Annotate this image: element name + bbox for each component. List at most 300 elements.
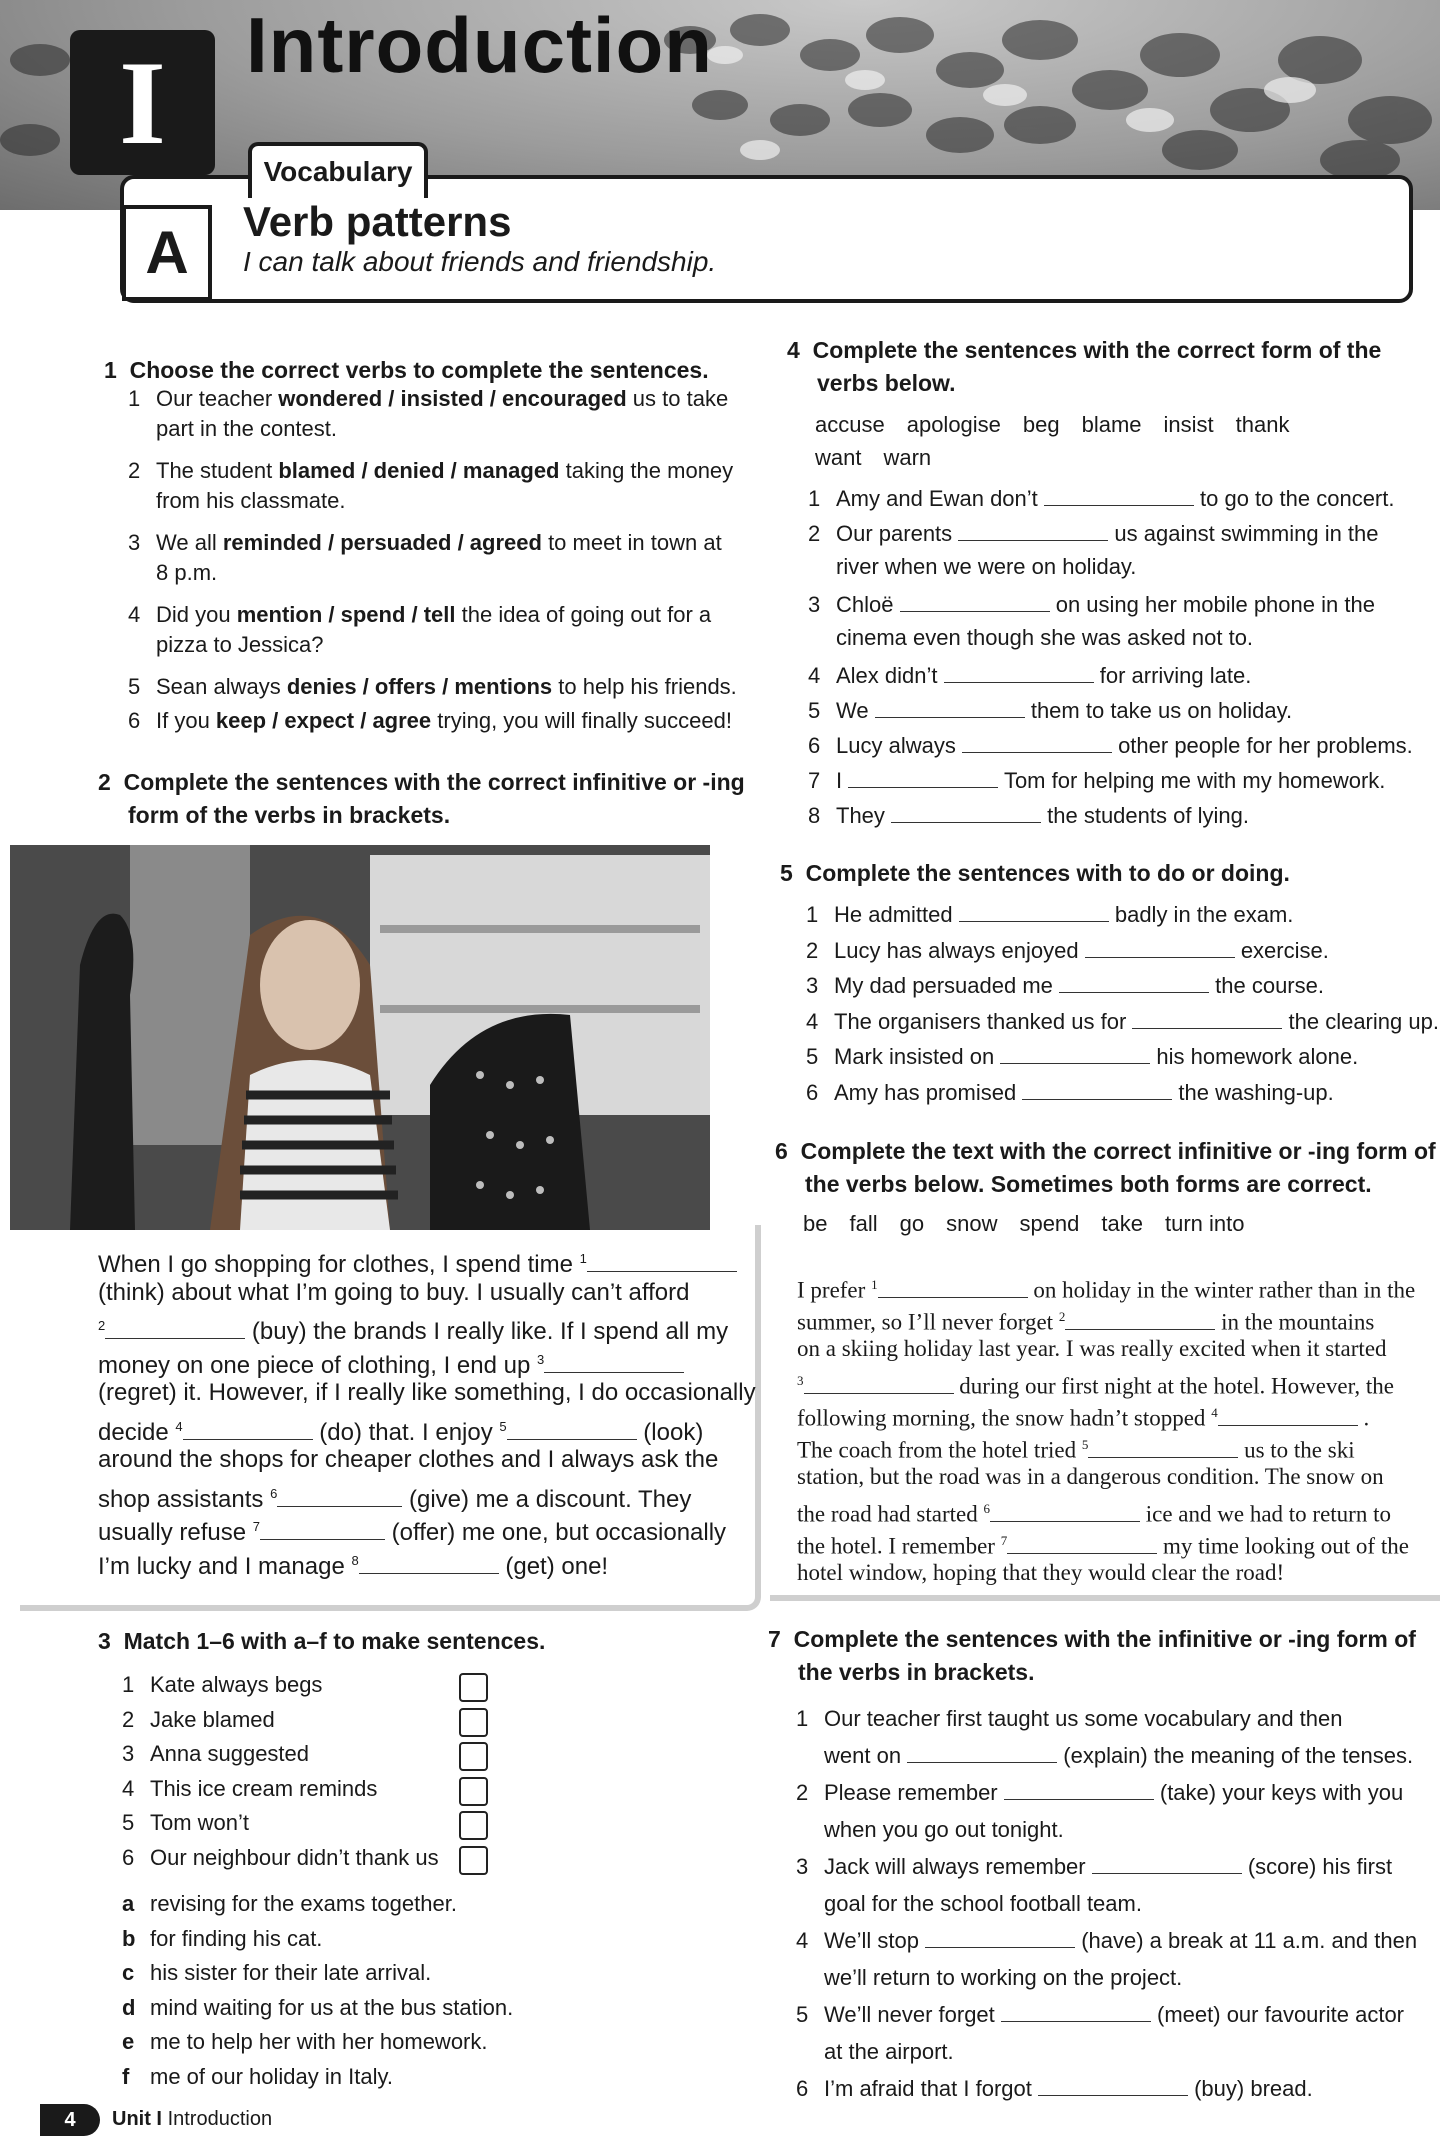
ex2-text-segment: around the shops for cheaper clothes and I always ask the	[98, 1446, 719, 1473]
answer-blank[interactable]	[875, 699, 1025, 718]
gap-number: 4	[175, 1418, 183, 1434]
section-title: Verb patterns	[243, 198, 512, 245]
ex1-item-text: taking the money	[559, 458, 734, 483]
ex4-heading	[787, 334, 1381, 400]
ex4-item-text: Amy and Ewan don’t	[836, 486, 1044, 511]
unit-badge: I	[70, 30, 215, 175]
ex3-heading	[98, 1625, 545, 1658]
answer-blank[interactable]	[1132, 1010, 1282, 1029]
ex7-item-number: 6	[796, 2076, 809, 2101]
ex4-item-number: 3	[808, 592, 821, 617]
gap-number: 5	[499, 1418, 507, 1434]
ex1-item-text: Sean always	[156, 674, 287, 699]
page-title: Introduction	[246, 1, 713, 89]
ex1-item-text: to help his friends.	[552, 674, 737, 699]
ex5-item-number: 3	[806, 973, 819, 998]
ex5-item-text: Mark insisted on	[834, 1044, 1001, 1069]
ex5-item-number: 5	[806, 1044, 819, 1069]
answer-blank[interactable]	[1065, 1311, 1215, 1330]
answer-blank[interactable]	[1085, 939, 1235, 958]
ex7-number: 7	[768, 1626, 781, 1652]
answer-blank[interactable]	[1059, 974, 1209, 993]
answer-blank[interactable]	[907, 1744, 1057, 1763]
page-number: 4	[40, 2104, 100, 2136]
ex6-text-segment: following morning, the snow hadn’t stopped	[797, 1405, 1212, 1431]
ex1-item-text: us to take	[626, 386, 729, 411]
ex4-item	[808, 590, 1375, 620]
ex1-item-number: 5	[128, 674, 141, 699]
answer-blank[interactable]	[1092, 1855, 1242, 1874]
ex1-item-continuation: from his classmate.	[156, 488, 346, 513]
ex3-left-item	[122, 1808, 492, 1838]
ex4-heading-line1: Complete the sentences with the correct form of the	[812, 337, 1382, 363]
footer-label	[112, 2108, 272, 2131]
answer-blank[interactable]	[183, 1421, 313, 1440]
ex1-item-text: Our teacher	[156, 386, 279, 411]
ex7-item	[796, 1778, 1403, 1808]
ex4-item-text: them to take us on holiday.	[1024, 698, 1293, 723]
answer-box[interactable]	[459, 1846, 488, 1875]
ex6-text-segment: hotel window, hoping that they would clear the road!	[797, 1560, 1285, 1585]
ex3-item-number: 4	[122, 1775, 135, 1801]
ex2-heading-line2: form of the verbs in brackets.	[128, 802, 451, 828]
ex5-item-text: exercise.	[1234, 937, 1329, 963]
answer-blank[interactable]	[959, 903, 1109, 922]
ex2-number: 2	[98, 769, 111, 795]
ex4-item	[808, 661, 1251, 691]
word-bank-item: be	[803, 1211, 828, 1236]
ex3-left-item	[122, 1739, 492, 1769]
ex5-item-text: He admitted	[834, 902, 959, 927]
answer-blank[interactable]	[587, 1253, 737, 1272]
word-bank-item: beg	[1022, 412, 1060, 437]
ex6-text-segment: us to the ski	[1238, 1437, 1355, 1463]
ex1-item	[128, 600, 711, 630]
answer-box[interactable]	[459, 1673, 488, 1702]
ex3-item-number: 2	[122, 1706, 135, 1732]
ex1-options: reminded / persuaded / agreed	[222, 530, 542, 555]
ex7-item-text: Jack will always remember	[824, 1854, 1092, 1879]
ex4-item-number: 4	[808, 663, 821, 688]
word-bank-item: take	[1101, 1211, 1143, 1236]
word-bank-item: thank	[1235, 412, 1290, 437]
ex4-item-number: 7	[808, 768, 821, 793]
ex2-text-line	[98, 1544, 608, 1583]
ex2-text-segment: (look)	[636, 1418, 704, 1446]
ex2-text-segment: shop assistants	[98, 1485, 271, 1513]
ex5-item-text: My dad persuaded me	[834, 973, 1060, 998]
ex5-item-text: the clearing up.	[1282, 1008, 1439, 1034]
ex7-item	[796, 1926, 1417, 1956]
ex4-item-continuation: river when we were on holiday.	[836, 554, 1137, 579]
ex2-text-segment: (get) one!	[498, 1552, 609, 1580]
gap-number: 3	[536, 1351, 545, 1367]
ex5-item-text: the washing-up.	[1172, 1079, 1334, 1105]
ex3-right-item	[122, 1924, 322, 1954]
ex3-item-letter: e	[122, 2029, 135, 2054]
ex5-item-text: his homework alone.	[1150, 1044, 1359, 1069]
word-bank-item: warn	[883, 445, 932, 470]
answer-blank[interactable]	[1000, 1045, 1150, 1064]
ex4-item-text: for arriving late.	[1093, 663, 1252, 688]
ex3-item-text: Tom won’t	[150, 1810, 250, 1835]
ex7-item-text: (explain) the meaning of the tenses.	[1057, 1743, 1414, 1768]
ex3-right-item	[122, 2062, 393, 2092]
ex2-text-segment: decide	[98, 1418, 176, 1446]
answer-blank[interactable]	[105, 1320, 245, 1339]
ex6-heading	[775, 1135, 1436, 1201]
ex4-item-text: Our parents	[836, 521, 959, 546]
gap-number: 2	[98, 1318, 106, 1333]
ex3-heading-text: Match 1–6 with a–f to make sentences.	[123, 1628, 546, 1654]
gap-number: 1	[579, 1251, 587, 1266]
ex2-text-segment: I’m lucky and I manage	[98, 1552, 352, 1580]
ex4-item-text: Alex didn’t	[836, 663, 944, 688]
ex5-item	[806, 1078, 1334, 1108]
ex7-item	[796, 1704, 1343, 1734]
gap-number: 6	[983, 1501, 990, 1516]
ex7-item-text: Please remember	[824, 1780, 1004, 1805]
ex1-number: 1	[104, 357, 117, 383]
ex3-item-letter: f	[122, 2063, 130, 2089]
ex4-word-bank-2	[815, 443, 953, 473]
ex3-item-text: me to help her with her homework.	[150, 2029, 488, 2054]
ex3-item-text: revising for the exams together.	[150, 1891, 457, 1916]
ex2-heading-line1: Complete the sentences with the correct infinitive or -ing	[123, 769, 745, 795]
ex3-number: 3	[98, 1628, 111, 1654]
ex7-item-number: 5	[796, 2002, 809, 2027]
photo-girl-shopping	[10, 845, 710, 1230]
ex3-item-text: Kate always begs	[150, 1672, 323, 1697]
ex2-text-segment: (offer) me one, but occasionally	[384, 1519, 727, 1546]
ex1-item-continuation: pizza to Jessica?	[156, 632, 324, 657]
ex6-heading-line2: the verbs below. Sometimes both forms are correct.	[805, 1171, 1372, 1197]
ex6-text-line	[797, 1332, 1387, 1365]
answer-blank[interactable]	[277, 1488, 402, 1507]
answer-box[interactable]	[459, 1777, 488, 1806]
ex7-heading-line1: Complete the sentences with the infinitive or -ing form of	[793, 1626, 1416, 1652]
ex5-item-text: Amy has promised	[834, 1079, 1023, 1105]
ex7-item-continuation: when you go out tonight.	[824, 1817, 1064, 1842]
ex7-item-text: (score) his first	[1241, 1854, 1393, 1879]
footer-unit-title: Introduction	[167, 2108, 273, 2130]
ex3-item-text: Jake blamed	[150, 1706, 275, 1732]
section-subtitle: I can talk about friends and friendship.	[243, 246, 717, 277]
ex5-item-text: badly in the exam.	[1108, 902, 1294, 927]
ex1-item	[128, 528, 722, 558]
ex4-item-text: on using her mobile phone in the	[1049, 592, 1375, 617]
ex1-item-number: 1	[128, 386, 141, 411]
ex4-heading-line2: verbs below.	[817, 370, 956, 396]
ex5-item-number: 1	[806, 902, 819, 927]
ex7-item-continuation: at the airport.	[824, 2039, 954, 2064]
ex4-item-number: 6	[808, 733, 821, 758]
ex7-item-text: (meet) our favourite actor	[1150, 2002, 1405, 2027]
ex6-text-segment: ice and we had to return to	[1139, 1501, 1391, 1527]
ex3-item-text: for finding his cat.	[150, 1925, 323, 1951]
ex4-item	[808, 801, 1249, 831]
gap-number: 4	[1211, 1405, 1218, 1420]
ex3-left-item	[122, 1705, 492, 1735]
answer-blank[interactable]	[900, 593, 1050, 612]
ex6-number: 6	[775, 1138, 788, 1164]
ex7-item-text: (have) a break at 11 a.m. and then	[1075, 1928, 1418, 1953]
answer-blank[interactable]	[260, 1521, 385, 1540]
vocabulary-tab: Vocabulary	[248, 142, 428, 198]
ex3-item-number: 3	[122, 1741, 135, 1766]
ex6-text-segment: I prefer	[797, 1277, 872, 1303]
ex3-item-text: Our neighbour didn’t thank us	[150, 1844, 439, 1870]
word-bank-item: apologise	[906, 412, 1001, 437]
answer-blank[interactable]	[359, 1555, 499, 1574]
gap-number: 6	[270, 1485, 278, 1501]
ex2-heading	[98, 766, 745, 832]
ex2-text-segment: (regret) it. However, if I really like something, I do occasionally	[98, 1379, 756, 1406]
ex5-item	[806, 1042, 1358, 1072]
ex3-item-letter: b	[122, 1925, 136, 1951]
ex7-item	[796, 2074, 1313, 2104]
ex3-right-item	[122, 2027, 488, 2057]
ex3-left-item	[122, 1774, 492, 1804]
answer-blank[interactable]	[1004, 1781, 1154, 1800]
word-bank-item: insist	[1163, 412, 1214, 437]
gap-number: 3	[797, 1373, 804, 1388]
ex4-item-number: 2	[808, 521, 821, 546]
ex1-item-text: trying, you will finally succeed!	[431, 708, 732, 733]
ex6-text-segment: The coach from the hotel tried	[797, 1437, 1082, 1463]
ex1-item	[128, 384, 728, 414]
ex6-text-segment: on holiday in the winter rather than in the	[1027, 1277, 1416, 1303]
ex1-item-text: the idea of going out for a	[455, 602, 712, 627]
ex7-item-text: went on	[824, 1743, 908, 1768]
ex4-item	[808, 731, 1413, 761]
answer-blank[interactable]	[1218, 1407, 1358, 1426]
ex5-item	[806, 900, 1293, 930]
ex2-text-segment: When I go shopping for clothes, I spend time	[98, 1251, 580, 1278]
ex2-text-segment: money on one piece of clothing, I end up	[98, 1351, 537, 1379]
ex1-item-number: 6	[128, 708, 141, 733]
ex3-right-item	[122, 1958, 431, 1988]
ex2-text-line	[98, 1276, 689, 1309]
ex1-item-continuation: 8 p.m.	[156, 560, 218, 585]
gap-number: 7	[252, 1519, 260, 1534]
gap-number: 7	[1000, 1533, 1008, 1548]
ex4-item-text: Tom for helping me with my homework.	[998, 768, 1386, 793]
ex6-text-segment: my time looking out of the	[1157, 1533, 1409, 1559]
gap-number: 1	[871, 1277, 878, 1292]
ex1-options: blamed / denied / managed	[278, 458, 560, 483]
ex6-text-segment: in the mountains	[1215, 1309, 1375, 1335]
ex2-text-segment: (buy) the brands I really like. If I spend all my	[245, 1318, 729, 1345]
ex6-text-line	[797, 1556, 1284, 1589]
ex7-item-text: Our teacher first taught us some vocabulary and then	[824, 1706, 1343, 1731]
ex6-text-segment: the road had started	[797, 1501, 984, 1527]
ex3-left-item	[122, 1843, 492, 1873]
ex3-item-text: me of our holiday in Italy.	[150, 2063, 393, 2089]
ex7-item-number: 1	[796, 1706, 809, 1731]
word-bank-item: accuse	[815, 412, 885, 437]
answer-blank[interactable]	[1007, 1535, 1157, 1554]
ex4-item-number: 1	[808, 486, 821, 511]
ex2-text-segment: (give) me a discount. They	[402, 1485, 692, 1513]
ex3-item-text: Anna suggested	[150, 1741, 310, 1766]
ex7-heading	[768, 1623, 1416, 1689]
ex1-item-number: 3	[128, 530, 141, 555]
ex6-text-segment: station, but the road was in a dangerous condition. The snow on	[797, 1464, 1384, 1489]
answer-blank[interactable]	[848, 769, 998, 788]
ex2-text-segment: (do) that. I enjoy	[312, 1418, 500, 1446]
ex2-text-segment: (think) about what I’m going to buy. I usually can’t afford	[98, 1278, 690, 1306]
ex5-item	[806, 1007, 1439, 1037]
answer-blank[interactable]	[944, 664, 1094, 683]
ex7-item-text: (buy) bread.	[1187, 2076, 1313, 2101]
ex3-item-number: 1	[122, 1672, 135, 1697]
ex7-item-text: I’m afraid that I forgot	[824, 2076, 1038, 2101]
ex5-item-number: 2	[806, 937, 819, 963]
ex3-item-letter: d	[122, 1994, 136, 2020]
answer-blank[interactable]	[1001, 2003, 1151, 2022]
ex4-item	[808, 696, 1292, 726]
ex6-text-segment: during our first night at the hotel. However, the	[953, 1373, 1394, 1399]
ex1-heading	[104, 354, 709, 387]
ex3-item-text: mind waiting for us at the bus station.	[150, 1994, 514, 2020]
answer-box[interactable]	[459, 1742, 488, 1771]
answer-blank[interactable]	[1038, 2077, 1188, 2096]
ex1-options: mention / spend / tell	[236, 602, 456, 627]
ex4-item	[808, 519, 1379, 549]
ex4-item-text: to go to the concert.	[1193, 486, 1395, 511]
gap-number: 2	[1058, 1309, 1066, 1324]
ex6-text-segment: the hotel. I remember	[797, 1533, 1001, 1559]
ex4-number: 4	[787, 337, 800, 363]
ex4-item-text: us against swimming in the	[1108, 521, 1379, 546]
answer-blank[interactable]	[962, 734, 1112, 753]
ex4-item-text: other people for her problems.	[1111, 733, 1413, 758]
ex7-item-number: 2	[796, 1780, 809, 1805]
ex1-item-text: Did you	[156, 602, 237, 627]
footer-unit: Unit I	[112, 2108, 162, 2130]
ex1-options: keep / expect / agree	[215, 708, 432, 733]
ex1-item-continuation: part in the contest.	[156, 416, 337, 441]
ex1-item-text: If you	[156, 708, 216, 733]
answer-blank[interactable]	[1088, 1439, 1238, 1458]
ex3-item-number: 6	[122, 1844, 135, 1870]
gap-number: 5	[1081, 1437, 1089, 1452]
word-bank-item: go	[899, 1211, 925, 1236]
ex7-item-continuation: we’ll return to working on the project.	[824, 1965, 1183, 1990]
gap-number: 8	[351, 1552, 359, 1568]
ex1-item-text: to meet in town at	[541, 530, 722, 555]
ex4-item-text: Lucy always	[836, 733, 962, 758]
ex7-item-number: 4	[796, 1928, 809, 1953]
word-bank-item: turn into	[1165, 1211, 1245, 1236]
ex1-item-text: The student	[156, 458, 279, 483]
answer-blank[interactable]	[1044, 487, 1194, 506]
ex7-item-continuation	[824, 1741, 1413, 1771]
ex4-item-text: I	[836, 768, 849, 793]
ex7-item-continuation: goal for the school football team.	[824, 1891, 1142, 1916]
ex4-item-number: 8	[808, 803, 821, 828]
ex4-item-continuation: cinema even though she was asked not to.	[836, 625, 1254, 650]
ex4-word-bank-1	[815, 410, 1312, 440]
ex5-number: 5	[780, 860, 793, 886]
ex5-heading-text: Complete the sentences with to do or doing.	[805, 860, 1290, 886]
ex6-heading-line1: Complete the text with the correct infinitive or -ing form of	[800, 1138, 1436, 1164]
ex4-item	[808, 766, 1385, 796]
ex1-item	[128, 456, 733, 486]
ex5-item-text: The organisers thanked us for	[834, 1008, 1133, 1034]
answer-blank[interactable]	[507, 1421, 637, 1440]
ex2-text-line	[98, 1376, 756, 1409]
answer-box[interactable]	[459, 1811, 488, 1840]
ex5-item	[806, 971, 1324, 1001]
ex3-right-item	[122, 1889, 457, 1919]
ex1-options: denies / offers / mentions	[286, 674, 553, 699]
ex2-text-segment: usually refuse	[98, 1519, 253, 1546]
ex1-item	[128, 672, 737, 702]
ex4-item-text: They	[836, 803, 892, 828]
ex7-item	[796, 2000, 1404, 2030]
ex7-item-text: We’ll stop	[824, 1928, 926, 1953]
answer-blank[interactable]	[1022, 1081, 1172, 1100]
word-bank-item: snow	[946, 1211, 998, 1236]
ex1-item-text: We all	[156, 530, 223, 555]
ex3-item-letter: c	[122, 1960, 135, 1985]
answer-blank[interactable]	[891, 804, 1041, 823]
ex7-item-text: We’ll never forget	[824, 2002, 1001, 2027]
ex6-text-line	[797, 1460, 1384, 1493]
ex3-item-text: his sister for their late arrival.	[150, 1960, 432, 1985]
ex4-item-text: the students of lying.	[1041, 803, 1249, 828]
answer-box[interactable]	[459, 1708, 488, 1737]
ex6-text-segment: .	[1357, 1405, 1370, 1431]
ex4-item	[808, 484, 1394, 514]
ex2-text-line	[98, 1443, 718, 1476]
ex5-item	[806, 936, 1329, 966]
word-bank-item: spend	[1019, 1211, 1080, 1236]
ex3-item-letter: a	[122, 1891, 135, 1916]
ex7-item-number: 3	[796, 1854, 809, 1879]
ex7-item-text: (take) your keys with you	[1153, 1780, 1404, 1805]
answer-blank[interactable]	[990, 1503, 1140, 1522]
ex3-right-item	[122, 1993, 513, 2023]
ex1-item-number: 2	[128, 458, 141, 483]
answer-blank[interactable]	[804, 1375, 954, 1394]
ex3-item-text: This ice cream reminds	[150, 1775, 378, 1801]
ex6-text-segment: summer, so I’ll never forget	[797, 1309, 1059, 1335]
section-letter: A	[122, 205, 212, 301]
ex6-text-segment: on a skiing holiday last year. I was really excited when it started	[797, 1336, 1387, 1361]
ex1-options: wondered / insisted / encouraged	[278, 386, 627, 411]
ex4-item-text: Chloë	[836, 592, 900, 617]
word-bank-item: want	[815, 445, 862, 470]
word-bank-item: fall	[849, 1211, 878, 1236]
ex5-item-text: the course.	[1209, 973, 1324, 998]
ex5-item-text: Lucy has always enjoyed	[834, 937, 1085, 963]
ex3-item-number: 5	[122, 1810, 135, 1835]
answer-blank[interactable]	[878, 1279, 1028, 1298]
ex5-item-number: 4	[806, 1008, 819, 1034]
answer-blank[interactable]	[925, 1929, 1075, 1948]
ex1-item	[128, 706, 732, 736]
ex4-item-number: 5	[808, 698, 821, 723]
ex1-heading-text: Choose the correct verbs to complete the sentences.	[129, 357, 709, 383]
answer-blank[interactable]	[958, 522, 1108, 541]
answer-blank[interactable]	[544, 1354, 684, 1373]
word-bank-item: blame	[1081, 412, 1142, 437]
ex7-item	[796, 1852, 1392, 1882]
ex3-left-item	[122, 1670, 492, 1700]
